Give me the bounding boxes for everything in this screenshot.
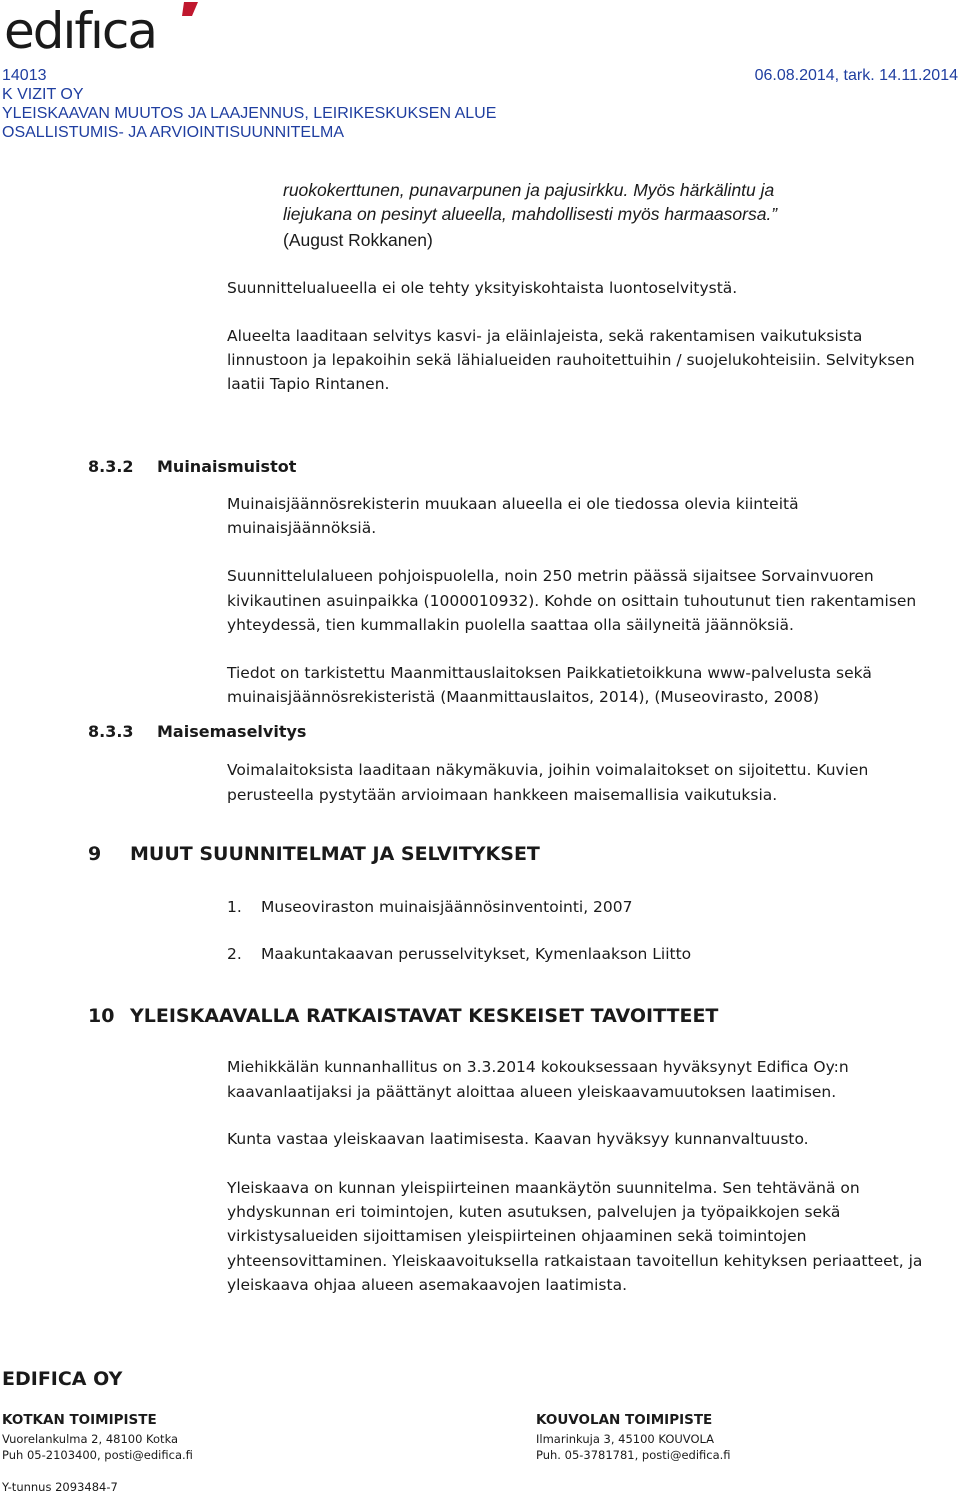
- client-company: K VIZIT OY: [2, 86, 84, 103]
- chapter-9-item-1-text: Museoviraston muinaisjäännösinventointi, 2007: [261, 898, 633, 916]
- chapter-10-p3-line-1: Yleiskaava on kunnan yleispiirteinen maankäytön suunnitelma. Sen tehtävänä on: [227, 1179, 860, 1197]
- plan-title: YLEISKAAVAN MUUTOS JA LAAJENNUS, LEIRIKESKUKSEN ALUE: [2, 105, 497, 122]
- footer-kouvola-contact: Puh. 05-3781781, posti@edifica.fi: [536, 1448, 731, 1462]
- chapter-10-number: 10: [88, 1005, 115, 1027]
- chapter-9-number: 9: [88, 843, 102, 865]
- footer-kotka-title: KOTKAN TOIMIPISTE: [2, 1412, 157, 1428]
- section-832-p3-line-1: Tiedot on tarkistettu Maanmittauslaitoksen Paikkatietoikkuna www-palvelusta sekä: [227, 664, 872, 682]
- footer-kouvola-address: Ilmarinkuja 3, 45100 KOUVOLA: [536, 1432, 715, 1446]
- section-833-title: Maisemaselvitys: [157, 722, 307, 741]
- edifica-logo: edıfıca: [4, 2, 157, 60]
- chapter-10-title: YLEISKAAVALLA RATKAISTAVAT KESKEISET TAVOITTEET: [130, 1005, 719, 1027]
- footer-business-id: Y-tunnus 2093484-7: [2, 1480, 118, 1494]
- footer-kotka-contact: Puh 05-2103400, posti@edifica.fi: [2, 1448, 193, 1462]
- section-833-p1-line-1: Voimalaitoksista laaditaan näkymäkuvia, joihin voimalaitokset on sijoitettu. Kuvien: [227, 761, 869, 779]
- quote-author: (August Rokkanen): [283, 230, 433, 250]
- footer-company: EDIFICA OY: [2, 1368, 123, 1390]
- survey-paragraph-line-3: laatii Tapio Rintanen.: [227, 375, 390, 393]
- chapter-10-p3-line-2: yhdyskunnan eri toimintojen, kuten asutuksen, palvelujen ja työpaikkojen sekä: [227, 1203, 841, 1221]
- quote-line-2: liejukana on pesinyt alueella, mahdollisesti myös harmaasorsa.”: [283, 204, 778, 224]
- chapter-9-item-2-text: Maakuntakaavan perusselvitykset, Kymenlaakson Liitto: [261, 945, 692, 963]
- footer-kotka-address: Vuorelankulma 2, 48100 Kotka: [2, 1432, 179, 1446]
- document-type: OSALLISTUMIS- JA ARVIOINTISUUNNITELMA: [2, 124, 344, 141]
- survey-paragraph-line-1: Alueelta laaditaan selvitys kasvi- ja eläinlajeista, sekä rakentamisen vaikutuksista: [227, 327, 863, 345]
- section-832-p2-line-1: Suunnittelulalueen pohjoispuolella, noin 250 metrin päässä sijaitsee Sorvainvuoren: [227, 567, 874, 585]
- section-833-number: 8.3.3: [88, 722, 134, 741]
- no-survey-paragraph: Suunnittelualueella ei ole tehty yksityiskohtaista luontoselvitystä.: [227, 279, 738, 297]
- section-832-p3-line-2: muinaisjäännösrekisteristä (Maanmittauslaitos, 2014), (Museovirasto, 2008): [227, 688, 820, 706]
- document-date: 06.08.2014, tark. 14.11.2014: [754, 67, 958, 84]
- logo-accent-icon: [178, 2, 200, 24]
- section-832-p1-line-2: muinaisjäännöksiä.: [227, 519, 377, 537]
- chapter-10-p1-line-1: Miehikkälän kunnanhallitus on 3.3.2014 kokouksessaan hyväksynyt Edifica Oy:n: [227, 1058, 849, 1076]
- section-832-title: Muinaismuistot: [157, 457, 297, 476]
- chapter-10-p3-line-4: yhteensovittaminen. Yleiskaavoituksella ratkaistaan tavoitellun kehityksen periaatteet, ja: [227, 1252, 923, 1270]
- chapter-9-item-2-number: 2.: [227, 945, 242, 963]
- chapter-9-title: MUUT SUUNNITELMAT JA SELVITYKSET: [130, 843, 540, 865]
- chapter-10-p2: Kunta vastaa yleiskaavan laatimisesta. Kaavan hyväksyy kunnanvaltuusto.: [227, 1130, 809, 1148]
- survey-paragraph-line-2: linnustoon ja lepakoihin sekä lähialueiden rauhoitettuihin / suojelukohteisiin. Selvityksen: [227, 351, 915, 369]
- footer-kouvola-title: KOUVOLAN TOIMIPISTE: [536, 1412, 713, 1428]
- section-833-p1-line-2: perusteella pystytään arvioimaan hankkeen maisemallisia vaikutuksia.: [227, 786, 778, 804]
- section-832-p1-line-1: Muinaisjäännösrekisterin muukaan alueella ei ole tiedossa olevia kiinteitä: [227, 495, 799, 513]
- chapter-9-item-1-number: 1.: [227, 898, 242, 916]
- chapter-10-p1-line-2: kaavanlaatijaksi ja päättänyt aloittaa alueen yleiskaavamuutoksen laatimisen.: [227, 1083, 837, 1101]
- project-number: 14013: [2, 67, 47, 84]
- chapter-10-p3-line-5: yleiskaava ohjaa alueen asemakaavojen laatimista.: [227, 1276, 628, 1294]
- quote-line-1: ruokokerttunen, punavarpunen ja pajusirkku. Myös härkälintu ja: [283, 180, 775, 200]
- section-832-p2-line-3: yhteydessä, tien kummallakin puolella saattaa olla säilyneitä jäännöksiä.: [227, 616, 794, 634]
- chapter-10-p3-line-3: virkistysalueiden sijoittamisen yleispiirteinen ohjaaminen sekä toimintojen: [227, 1227, 807, 1245]
- section-832-p2-line-2: kivikautinen asuinpaikka (1000010932). Kohde on osittain tuhoutunut tien rakentamisen: [227, 592, 917, 610]
- section-832-number: 8.3.2: [88, 457, 134, 476]
